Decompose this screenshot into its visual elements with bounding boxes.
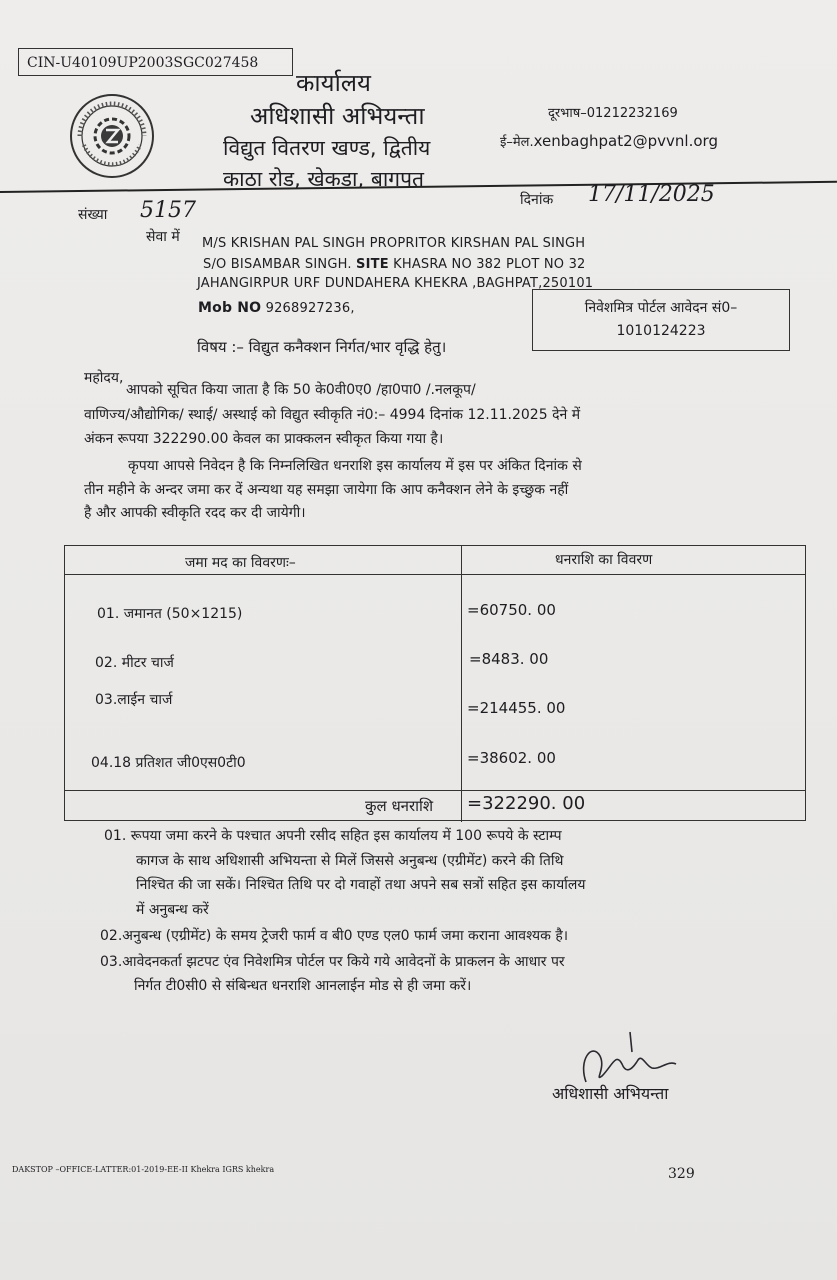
portal-number: 1010124223 [616,323,706,339]
footer-reference: DAKSTOP –OFFICE-LATTER:01-2019-EE-II Khekra IGRS khekra [12,1165,275,1174]
mobile-label: Mob NO [198,300,262,316]
reference-number: 5157 [140,198,196,223]
para1-line3: अंकन रूपया 322290.00 केवल का प्राक्कलन स्वीकृत किया गया है। [84,431,444,447]
address-heading: काठा रोड, खेकडा, बागपत [223,167,424,191]
mobile-number: 9268927236, [265,301,355,316]
payment-table [64,545,806,821]
table-row-amount: =38602. 00 [467,749,556,767]
table-row-amount: =8483. 00 [469,650,549,668]
table-head-item: जमा मद का विवरणः– [185,555,296,571]
cin-box: CIN-U40109UP2003SGC027458 [18,48,293,76]
table-row-amount: =214455. 00 [467,699,566,717]
table-head-amount: धनराशि का विवरण [555,552,653,568]
email-value: xenbaghpat2@pvvnl.org [533,132,718,150]
table-row-amount: =60750. 00 [467,601,556,619]
recipient-parent: S/O BISAMBAR SINGH. [203,257,352,272]
para1-line2: वाणिज्य/औद्योगिक/ स्थाई/ अस्थाई को विद्युत स्वीकृति नं0:– 4994 दिनांक 12.11.2025 देने में [84,407,581,423]
designation-heading: अधिशासी अभियन्ता [250,102,425,130]
table-column-divider [461,546,462,822]
table-row-item: 01. जमानत (50×1215) [97,606,243,622]
phone-value: 01212232169 [586,106,678,121]
total-label: कुल धनराशि [365,797,434,815]
para2-line3: है और आपकी स्वीकृति रदद कर दी जायेगी। [84,505,306,521]
reference-number-label: संख्या [78,207,108,223]
subject-line: विषय :– विद्युत कनैक्शन निर्गत/भार वृद्धि हेतु। [197,338,447,356]
para1-line1: आपको सूचित किया जाता है कि 50 के0वी0ए0 /हा0पा0 /.नलकूप/ [126,382,476,398]
para2-line1: कृपया आपसे निवेदन है कि निम्नलिखित धनराशि इस कार्यालय में इस पर अंकित दिनांक से [128,458,582,474]
recipient-khasra: KHASRA NO 382 PLOT NO 32 [393,257,586,272]
to-label: सेवा में [146,229,180,245]
table-row-item: 03.लाईन चार्ज [95,692,173,708]
total-amount: =322290. 00 [467,793,586,814]
portal-label: निवेशमित्र पोर्टल आवेदन सं0– [584,300,738,316]
signatory-title: अधिशासी अभियन्ता [552,1084,669,1103]
table-row-item: 04.18 प्रतिशत जी0एस0टी0 [91,755,246,771]
pvvnl-logo-icon [60,93,164,179]
portal-box [532,289,790,351]
date-label: दिनांक [520,192,554,208]
para2-line2: तीन महीने के अन्दर जमा कर दें अन्यथा यह समझा जायेगा कि आप कनैक्शन लेने के इच्छुक नहीं [84,482,569,498]
note1-line3: निश्चित की जा सकें। निश्चित तिथि पर दो गवाहों तथा अपने सब सत्रों सहित इस कार्यालय [136,877,586,893]
email-line [500,132,718,150]
phone-label: दूरभाष– [548,106,587,121]
phone-line [548,103,678,121]
recipient-line2 [203,257,586,272]
note3-line1: 03.आवेदनकर्ता झटपट एंव निवेशमित्र पोर्टल पर किये गये आवेदनों के प्राकलन के आधार पर [100,954,565,970]
table-row-item: 02. मीटर चार्ज [95,655,174,671]
note1-line2: कागज के साथ अधिशासी अभियन्ता से मिलें जिससे अनुबन्ध (एग्रीमेंट) करने की तिथि [136,853,564,869]
page-number: 329 [668,1166,695,1182]
recipient-line1: M/S KRISHAN PAL SINGH PROPRITOR KIRSHAN PAL SINGH [202,236,586,251]
email-label: ई–मेल. [500,135,534,150]
note2: 02.अनुबन्ध (एग्रीमेंट) के समय ट्रेजरी फार्म व बी0 एण्ड एल0 फार्म जमा कराना आवश्यक है। [100,928,569,944]
letter-date: 17/11/2025 [588,182,715,207]
note3-line2: निर्गत टी0सी0 से संबिन्धत धनराशि आनलाईन मोड से ही जमा करें। [134,978,472,994]
recipient-line3: JAHANGIRPUR URF DUNDAHERA KHEKRA ,BAGHPAT,250101 [197,276,594,291]
office-heading: कार्यालय [296,69,371,97]
note1-line1: 01. रूपया जमा करने के पश्चात अपनी रसीद सहित इस कार्यालय में 100 रूपये के स्टाम्प [104,828,562,844]
table-total-divider [65,790,805,791]
salutation: महोदय, [84,370,124,386]
division-heading: विद्युत वितरण खण्ड, द्वितीय [223,136,431,160]
mobile-line [198,300,355,316]
site-label: SITE [356,257,389,272]
table-header-divider [65,574,805,575]
note1-line4: में अनुबन्ध करें [136,902,209,918]
